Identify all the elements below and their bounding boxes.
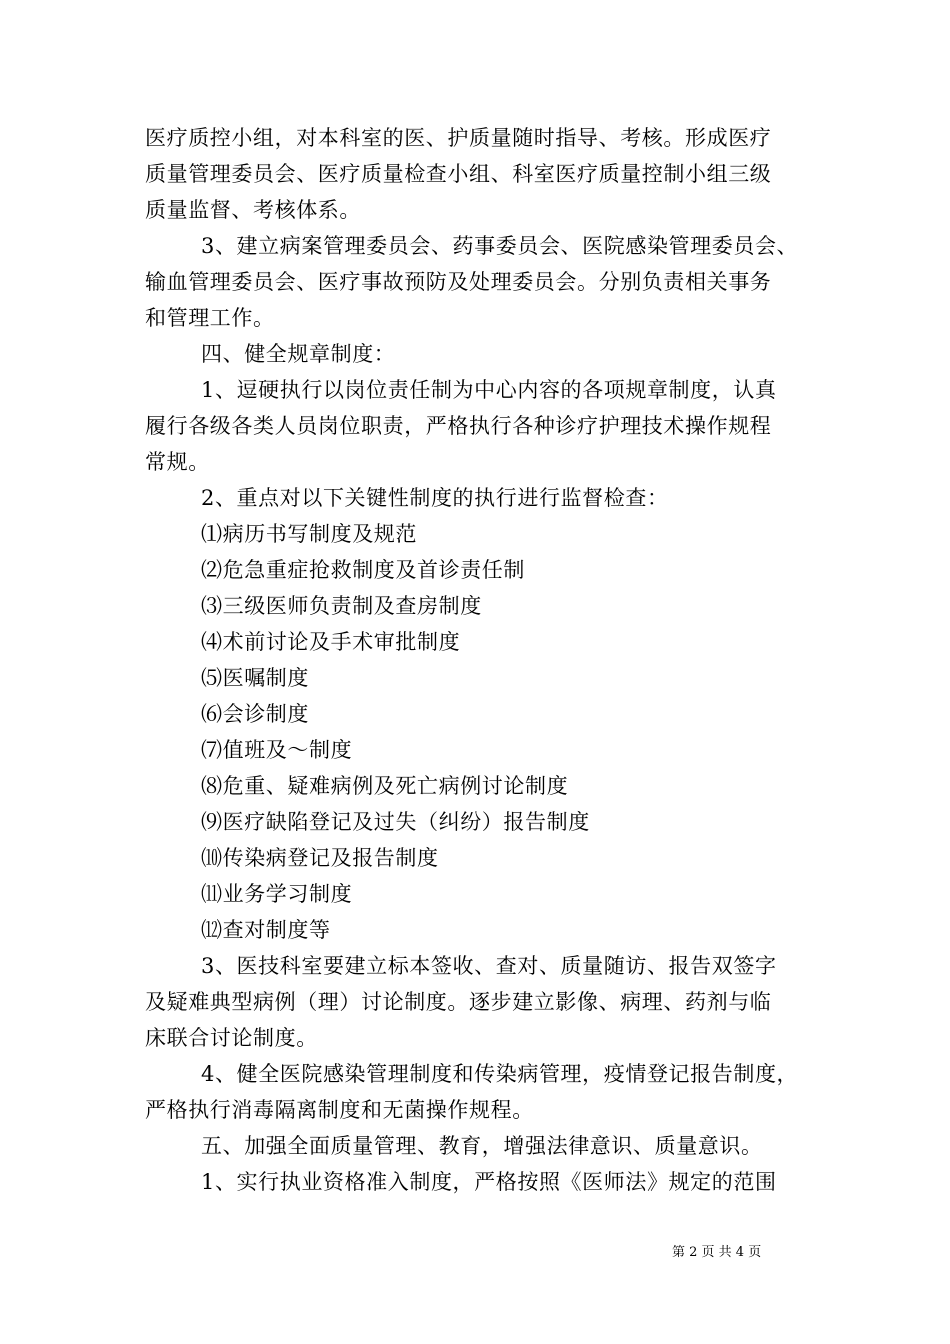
list-item: ⑻危重、疑难病例及死亡病例讨论制度 [201, 774, 569, 798]
list-item: ⑸医嘱制度 [201, 666, 309, 690]
list-item: ⑷术前讨论及手术审批制度 [201, 630, 461, 654]
text-line: 输血管理委员会、医疗事故预防及处理委员会。分别负责相关事务 [145, 270, 772, 294]
text-line: 严格执行消毒隔离制度和无菌操作规程。 [145, 1098, 534, 1122]
text-line: 1、实行执业资格准入制度，严格按照《医师法》规定的范围 [201, 1170, 777, 1194]
section-heading: 四、健全规章制度： [201, 342, 396, 366]
text-line: 医疗质控小组，对本科室的医、护质量随时指导、考核。形成医疗 [145, 126, 772, 150]
text-line: 履行各级各类人员岗位职责，严格执行各种诊疗护理技术操作规程 [145, 414, 772, 438]
list-item: ⑿查对制度等 [201, 918, 331, 942]
text-line: 及疑难典型病例（理）讨论制度。逐步建立影像、病理、药剂与临 [145, 990, 772, 1014]
text-line: 床联合讨论制度。 [145, 1026, 318, 1050]
list-item: ⑾业务学习制度 [201, 882, 353, 906]
text-line: 质量管理委员会、医疗质量检查小组、科室医疗质量控制小组三级 [145, 162, 772, 186]
text-line: 和管理工作。 [145, 306, 275, 330]
text-line: 质量监督、考核体系。 [145, 198, 361, 222]
section-heading: 五、加强全面质量管理、教育，增强法律意识、质量意识。 [201, 1134, 763, 1158]
list-item: ⑶三级医师负责制及查房制度 [201, 594, 482, 618]
text-line: 2、重点对以下关键性制度的执行进行监督检查： [201, 486, 669, 510]
text-line: 4、健全医院感染管理制度和传染病管理，疫情登记报告制度， [201, 1062, 799, 1086]
document-body [145, 120, 835, 1200]
list-item: ⑴病历书写制度及规范 [201, 522, 417, 546]
text-line: 1、逗硬执行以岗位责任制为中心内容的各项规章制度，认真 [201, 378, 777, 402]
text-line: 3、医技科室要建立标本签收、查对、质量随访、报告双签字 [201, 954, 777, 978]
text-line: 3、建立病案管理委员会、药事委员会、医院感染管理委员会、 [201, 234, 799, 258]
list-item: ⑵危急重症抢救制度及首诊责任制 [201, 558, 525, 582]
list-item: ⑹会诊制度 [201, 702, 309, 726]
text-line: 常规。 [145, 450, 210, 474]
list-item: ⑺值班及～制度 [201, 738, 353, 762]
list-item: ⑼医疗缺陷登记及过失（纠纷）报告制度 [201, 810, 590, 834]
page-number: 第 2 页 共 4 页 [672, 1245, 762, 1260]
list-item: ⑽传染病登记及报告制度 [201, 846, 439, 870]
